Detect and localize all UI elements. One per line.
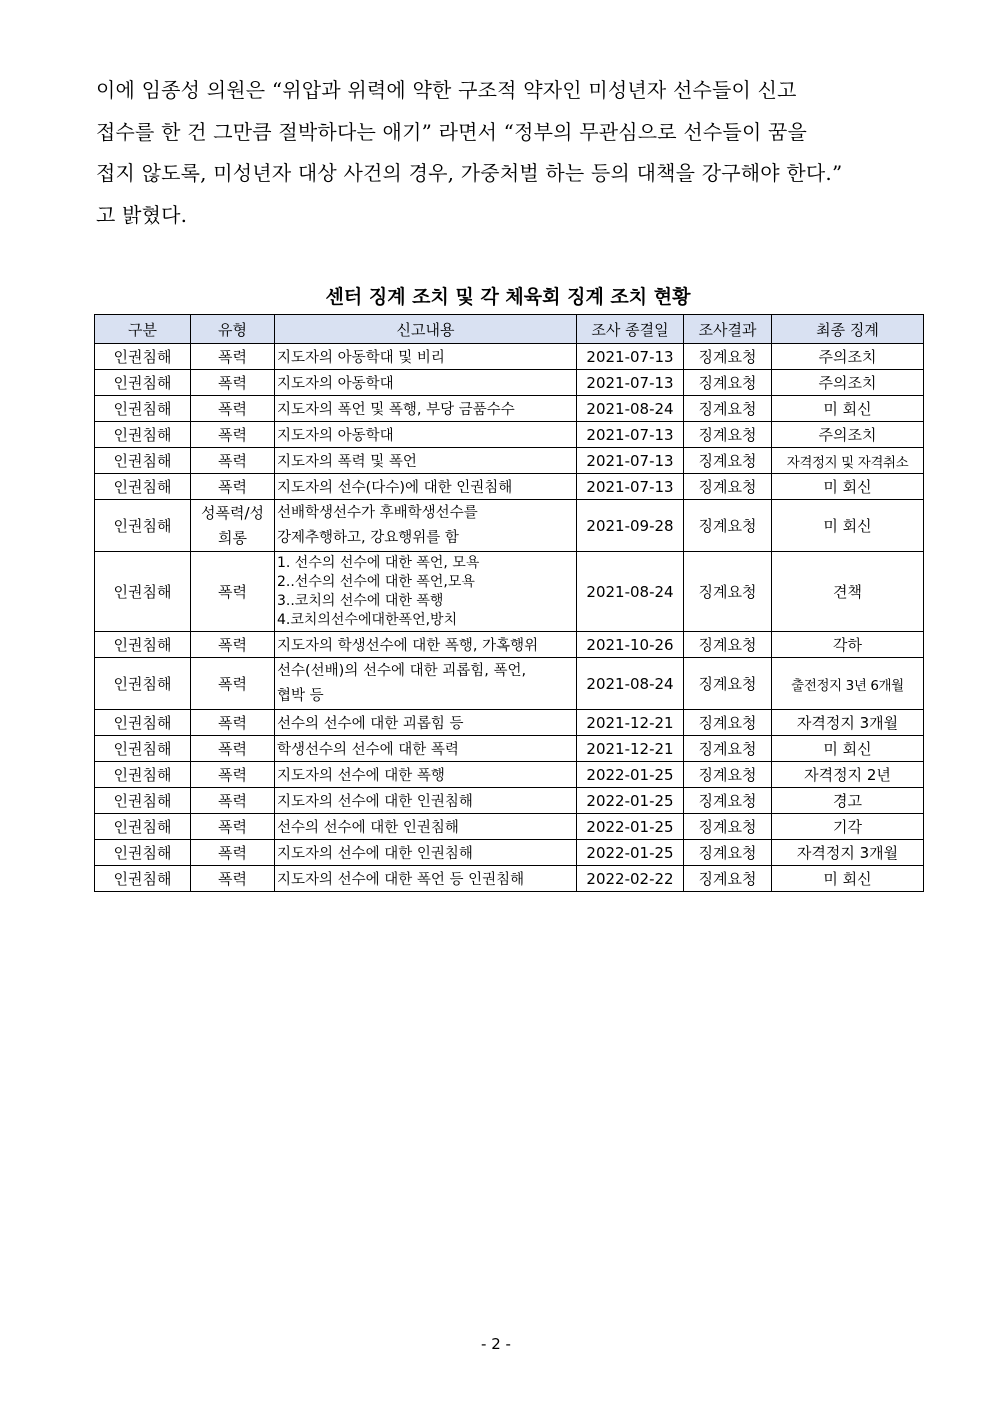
- cell-type: 폭력: [191, 370, 275, 396]
- cell-content-line: 선수(선배)의 선수에 대한 괴롭힘, 폭언,: [277, 662, 527, 679]
- cell-content: [275, 762, 577, 788]
- cell-category: 인권침해: [95, 474, 191, 500]
- cell-discipline: 기각: [772, 814, 924, 840]
- cell-discipline: 주의조치: [772, 370, 924, 396]
- table-row: [95, 814, 924, 840]
- cell-date: 2022-01-25: [577, 762, 684, 788]
- table-row: [95, 552, 924, 632]
- cell-discipline: 미 회신: [772, 396, 924, 422]
- header-category: 구분: [95, 315, 191, 344]
- cell-content: [275, 632, 577, 658]
- cell-content: [275, 788, 577, 814]
- cell-category: 인권침해: [95, 422, 191, 448]
- cell-type: 폭력: [191, 788, 275, 814]
- cell-type: 폭력: [191, 762, 275, 788]
- table-row: [95, 422, 924, 448]
- table-row: [95, 736, 924, 762]
- cell-content-line: 지도자의 폭언 및 폭행, 부당 금품수수: [277, 402, 515, 418]
- cell-content: [275, 474, 577, 500]
- cell-discipline: 자격정지 3개월: [772, 840, 924, 866]
- cell-type: 폭력: [191, 474, 275, 500]
- cell-discipline: 주의조치: [772, 344, 924, 370]
- cell-content-line: 지도자의 선수에 대한 인권침해: [277, 846, 473, 862]
- cell-result: 징계요청: [684, 788, 772, 814]
- cell-category: 인권침해: [95, 788, 191, 814]
- cell-result: 징계요청: [684, 344, 772, 370]
- cell-result: 징계요청: [684, 422, 772, 448]
- cell-content: [275, 814, 577, 840]
- cell-content: [275, 396, 577, 422]
- cell-discipline: 자격정지 2년: [772, 762, 924, 788]
- cell-content: [275, 552, 577, 632]
- cell-category: 인권침해: [95, 500, 191, 552]
- cell-date: 2021-10-26: [577, 632, 684, 658]
- cell-content-line: 지도자의 선수에 대한 인권침해: [277, 794, 473, 810]
- cell-date: 2022-02-22: [577, 866, 684, 892]
- cell-date: 2021-07-13: [577, 474, 684, 500]
- cell-content-line: 지도자의 선수에 대한 폭언 등 인권침해: [277, 872, 525, 888]
- body-paragraph: [96, 70, 906, 236]
- cell-type: 폭력: [191, 396, 275, 422]
- cell-result: 징계요청: [684, 762, 772, 788]
- cell-category: 인권침해: [95, 866, 191, 892]
- cell-discipline: 미 회신: [772, 500, 924, 552]
- table-row: [95, 840, 924, 866]
- cell-content: [275, 658, 577, 710]
- table-row: [95, 658, 924, 710]
- cell-date: 2022-01-25: [577, 840, 684, 866]
- cell-content: [275, 422, 577, 448]
- cell-content-line: 2..선수의 선수에 대한 폭언,모욕: [277, 573, 475, 590]
- paragraph-line: 고 밝혔다.: [96, 202, 188, 227]
- cell-discipline: 각하: [772, 632, 924, 658]
- cell-content: [275, 736, 577, 762]
- cell-type: 폭력: [191, 814, 275, 840]
- cell-category: 인권침해: [95, 658, 191, 710]
- cell-content-line: 강제추행하고, 강요행위를 함: [277, 529, 459, 546]
- cell-date: 2021-12-21: [577, 710, 684, 736]
- table-row: [95, 788, 924, 814]
- cell-discipline: 미 회신: [772, 736, 924, 762]
- cell-content-line: 선수의 선수에 대한 괴롭힘 등: [277, 716, 464, 732]
- cell-date: 2021-12-21: [577, 736, 684, 762]
- cell-content-line: 지도자의 아동학대: [277, 428, 394, 444]
- cell-date: 2022-01-25: [577, 788, 684, 814]
- cell-category: 인권침해: [95, 344, 191, 370]
- cell-type: 폭력: [191, 658, 275, 710]
- cell-result: 징계요청: [684, 448, 772, 474]
- cell-content-line: 1. 선수의 선수에 대한 폭언, 모욕: [277, 554, 480, 571]
- cell-content: [275, 500, 577, 552]
- header-content: 신고내용: [275, 315, 577, 344]
- cell-content-line: 협박 등: [277, 687, 324, 704]
- table-row: [95, 762, 924, 788]
- cell-category: 인권침해: [95, 736, 191, 762]
- cell-category: 인권침해: [95, 632, 191, 658]
- cell-result: 징계요청: [684, 552, 772, 632]
- cell-content-line: 3..코치의 선수에 대한 폭행: [277, 592, 444, 609]
- cell-discipline: 자격정지 3개월: [772, 710, 924, 736]
- table-row: [95, 710, 924, 736]
- cell-type: 폭력: [191, 840, 275, 866]
- cell-discipline: 미 회신: [772, 474, 924, 500]
- cell-discipline: 출전정지 3년 6개월: [772, 658, 924, 710]
- cell-result: 징계요청: [684, 814, 772, 840]
- cell-discipline: 경고: [772, 788, 924, 814]
- cell-discipline: 미 회신: [772, 866, 924, 892]
- cell-content-line: 지도자의 아동학대 및 비리: [277, 350, 445, 366]
- cell-category: 인권침해: [95, 814, 191, 840]
- cell-date: 2021-07-13: [577, 344, 684, 370]
- cell-category: 인권침해: [95, 762, 191, 788]
- cell-type: 폭력: [191, 422, 275, 448]
- cell-result: 징계요청: [684, 500, 772, 552]
- cell-content-line: 지도자의 선수(다수)에 대한 인권침해: [277, 480, 513, 496]
- table-row: [95, 500, 924, 552]
- cell-type: 폭력: [191, 632, 275, 658]
- cell-content-line: 선수의 선수에 대한 인권침해: [277, 820, 459, 836]
- cell-result: 징계요청: [684, 474, 772, 500]
- cell-date: 2021-08-24: [577, 658, 684, 710]
- cell-content-line: 선배학생선수가 후배학생선수를: [277, 504, 478, 521]
- cell-content: [275, 448, 577, 474]
- cell-result: 징계요청: [684, 658, 772, 710]
- cell-date: 2021-08-24: [577, 552, 684, 632]
- table-row: [95, 396, 924, 422]
- cell-date: 2021-07-13: [577, 422, 684, 448]
- cell-result: 징계요청: [684, 632, 772, 658]
- cell-content: [275, 370, 577, 396]
- cell-discipline: 견책: [772, 552, 924, 632]
- cell-date: 2022-01-25: [577, 814, 684, 840]
- discipline-table: [94, 314, 924, 892]
- table-row: [95, 474, 924, 500]
- cell-date: 2021-07-13: [577, 370, 684, 396]
- cell-type: 폭력: [191, 866, 275, 892]
- cell-content-line: 지도자의 폭력 및 폭언: [277, 454, 417, 470]
- table-row: [95, 448, 924, 474]
- cell-content-line: 학생선수의 선수에 대한 폭력: [277, 742, 459, 758]
- cell-result: 징계요청: [684, 866, 772, 892]
- cell-type: 폭력: [191, 736, 275, 762]
- cell-type: 폭력: [191, 448, 275, 474]
- header-date: 조사 종결일: [577, 315, 684, 344]
- table-title: 센터 징계 조치 및 각 체육회 징계 조치 현황: [325, 286, 691, 308]
- cell-type: 폭력: [191, 344, 275, 370]
- cell-date: 2021-07-13: [577, 448, 684, 474]
- cell-result: 징계요청: [684, 840, 772, 866]
- cell-type: 폭력: [191, 710, 275, 736]
- cell-content: [275, 710, 577, 736]
- cell-content-line: 4.코치의선수에대한폭언,방치: [277, 611, 458, 628]
- table-row: [95, 866, 924, 892]
- header-result: 조사결과: [684, 315, 772, 344]
- cell-type: 성폭력/성희롱: [191, 500, 275, 552]
- cell-content: [275, 866, 577, 892]
- cell-category: 인권침해: [95, 370, 191, 396]
- cell-result: 징계요청: [684, 396, 772, 422]
- page-number: - 2 -: [481, 1335, 511, 1353]
- header-discipline: 최종 징계: [772, 315, 924, 344]
- paragraph-line: 이에 임종성 의원은 “위압과 위력에 약한 구조적 약자인 미성년자 선수들이 신고: [96, 78, 797, 102]
- table-row: [95, 370, 924, 396]
- cell-result: 징계요청: [684, 736, 772, 762]
- cell-content-line: 지도자의 아동학대: [277, 376, 394, 392]
- paragraph-line: 접지 않도록, 미성년자 대상 사건의 경우, 가중처벌 하는 등의 대책을 강구해야 한다.”: [96, 161, 843, 185]
- cell-discipline: 자격정지 및 자격취소: [772, 448, 924, 474]
- cell-date: 2021-08-24: [577, 396, 684, 422]
- cell-content: [275, 344, 577, 370]
- table-row: [95, 344, 924, 370]
- cell-content: [275, 840, 577, 866]
- cell-content-line: 지도자의 학생선수에 대한 폭행, 가혹행위: [277, 638, 539, 654]
- table-row: [95, 632, 924, 658]
- cell-result: 징계요청: [684, 370, 772, 396]
- cell-category: 인권침해: [95, 552, 191, 632]
- cell-result: 징계요청: [684, 710, 772, 736]
- cell-category: 인권침해: [95, 448, 191, 474]
- cell-category: 인권침해: [95, 396, 191, 422]
- header-type: 유형: [191, 315, 275, 344]
- table-header-row: [95, 315, 924, 344]
- cell-discipline: 주의조치: [772, 422, 924, 448]
- cell-date: 2021-09-28: [577, 500, 684, 552]
- cell-category: 인권침해: [95, 840, 191, 866]
- paragraph-line: 접수를 한 건 그만큼 절박하다는 애기” 라면서 “정부의 무관심으로 선수들이 꿈을: [96, 119, 808, 144]
- cell-type: 폭력: [191, 552, 275, 632]
- cell-content-line: 지도자의 선수에 대한 폭행: [277, 768, 445, 784]
- cell-category: 인권침해: [95, 710, 191, 736]
